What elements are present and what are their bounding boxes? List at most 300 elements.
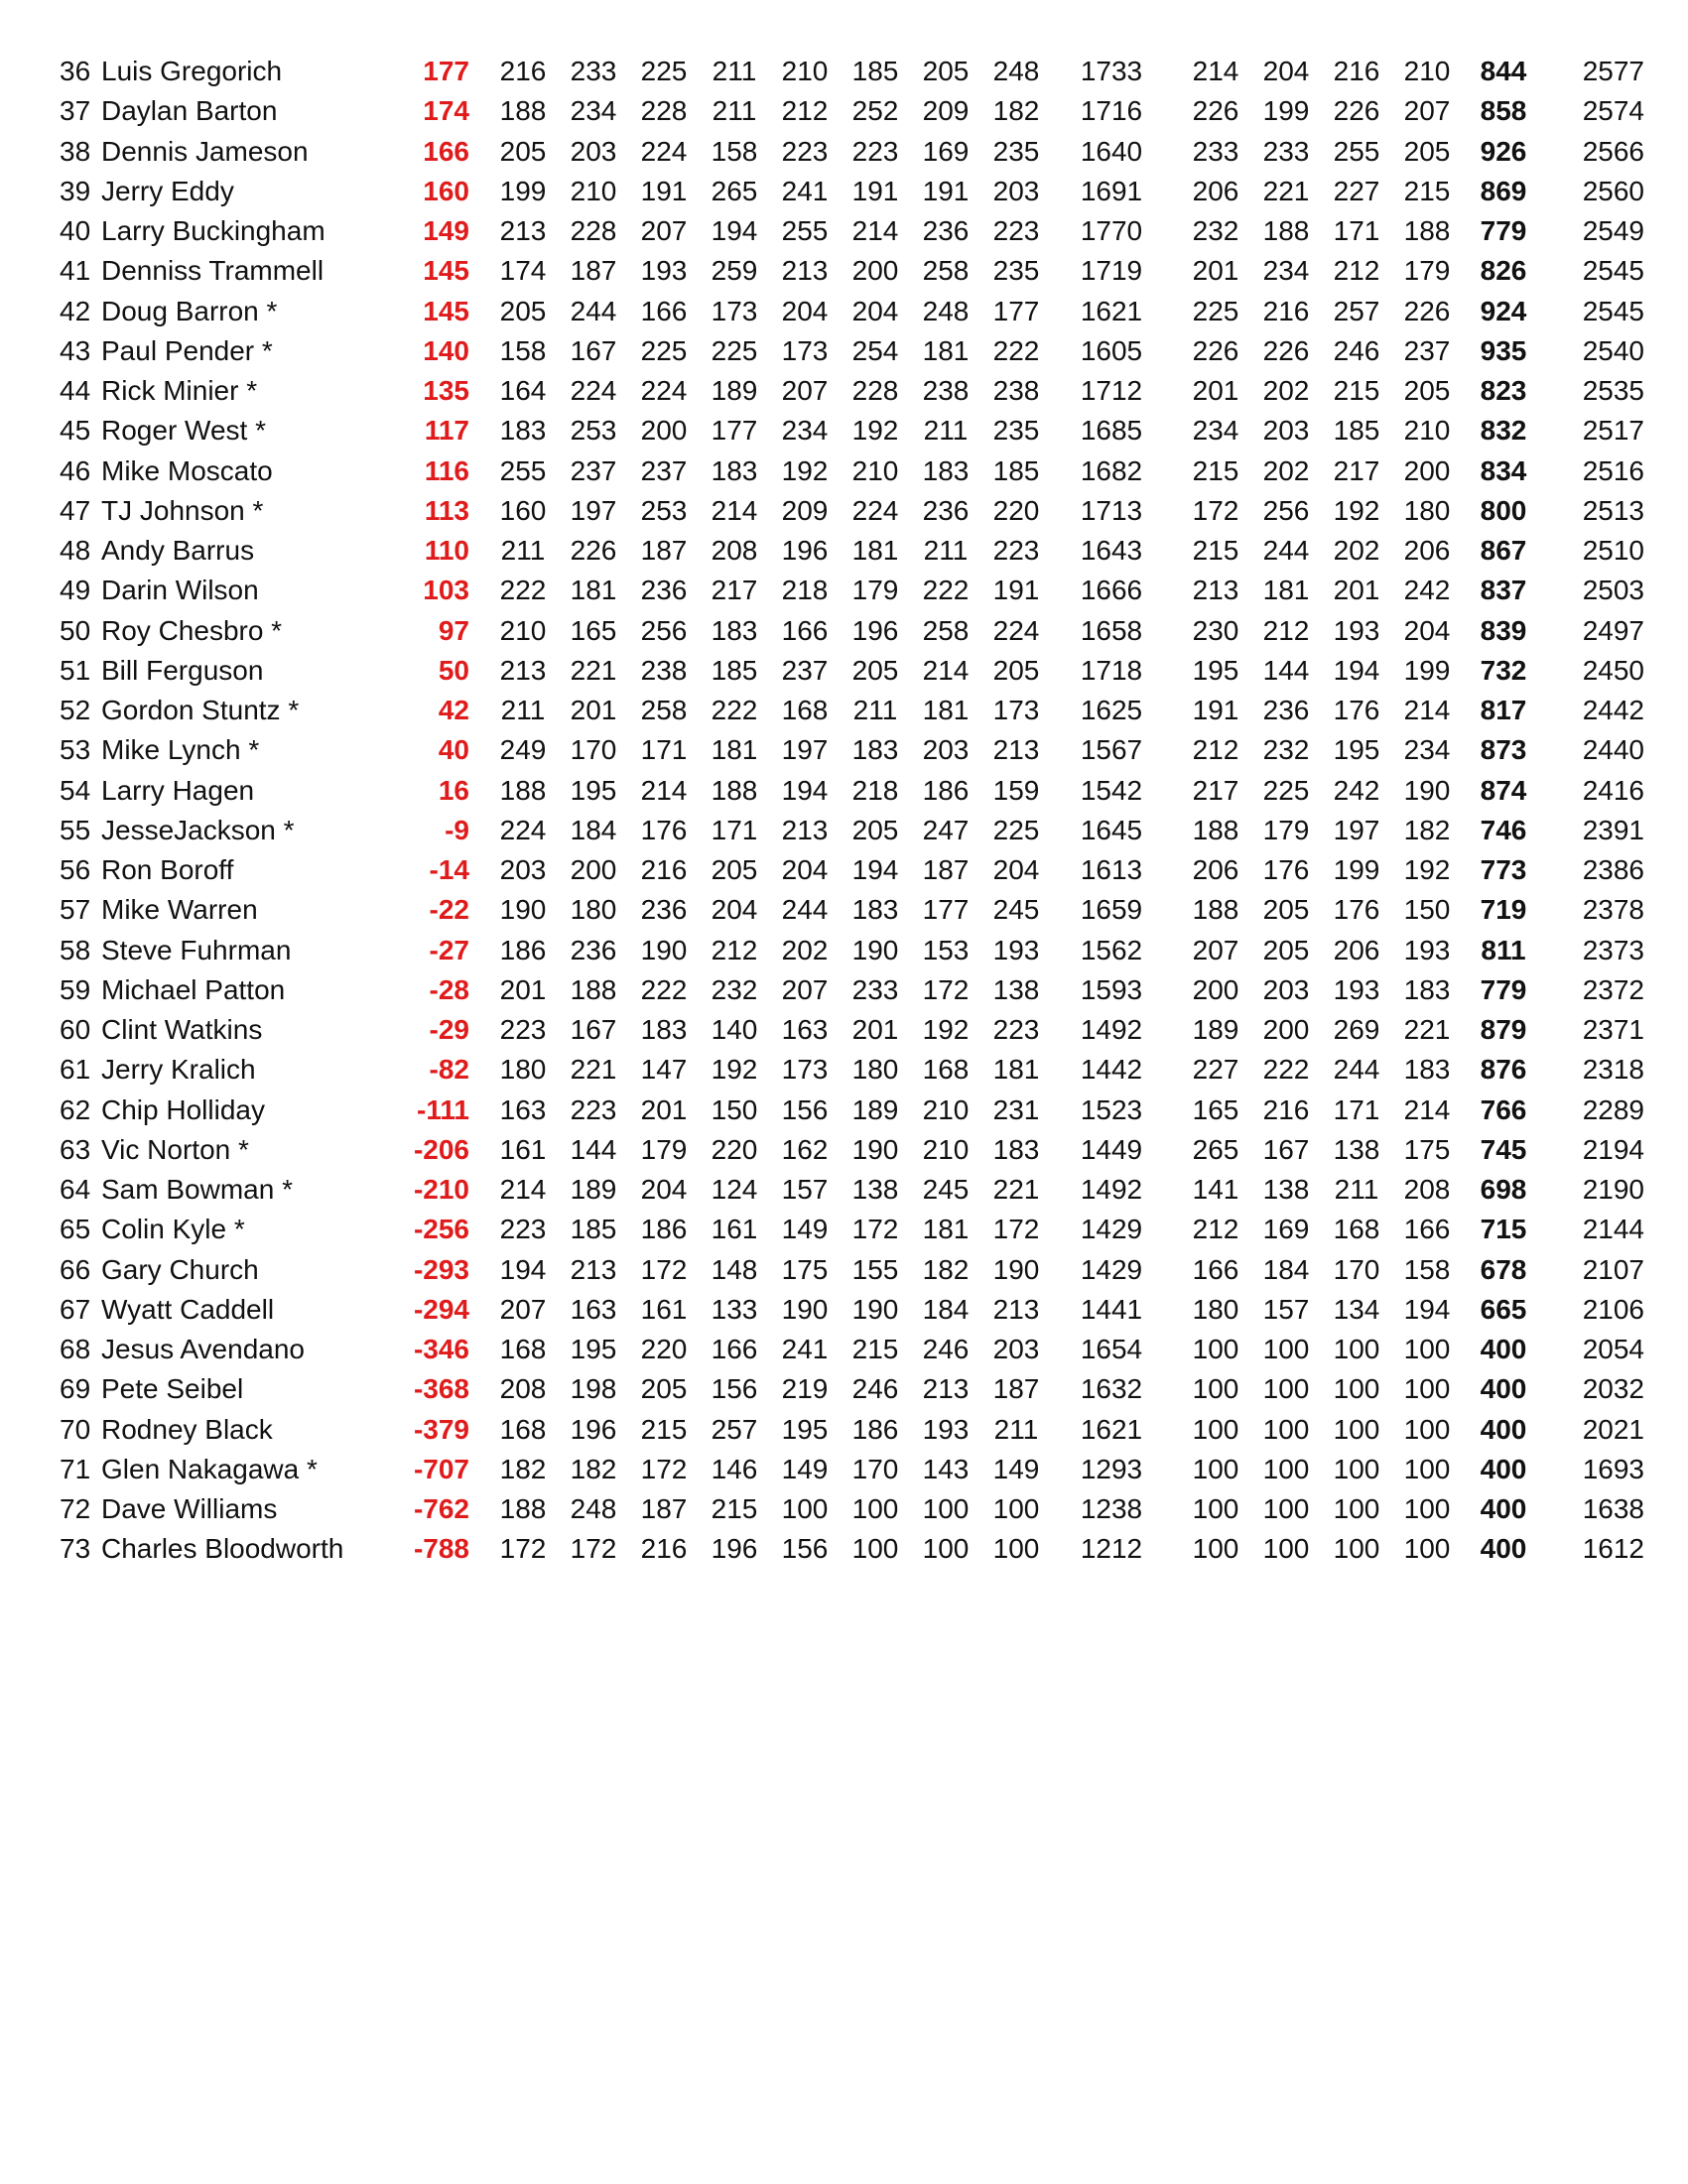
game-6-score: 204 [851,295,899,326]
game-5-score: 168 [781,695,829,725]
pins-over-average: -206 [413,1133,469,1165]
game-10-score: 100 [1262,1533,1310,1565]
game-10-score: 184 [1262,1253,1310,1285]
game-8-score: 173 [992,695,1040,725]
block-1-total: 1429 [1080,1214,1143,1245]
game-4-score: 259 [711,255,758,287]
game-4-score: 192 [711,1054,758,1086]
bowler-name: Gary Church [101,1253,259,1285]
block-1-total: 1293 [1080,1453,1143,1484]
block-2-total: 879 [1480,1014,1527,1045]
game-5-score: 213 [781,255,829,287]
grand-total: 2545 [1582,255,1644,287]
game-4-score: 124 [711,1174,758,1205]
block-2-total: 400 [1480,1453,1527,1484]
game-2-score: 163 [570,1293,617,1325]
game-6-score: 180 [851,1054,899,1086]
game-1-score: 182 [499,1453,547,1484]
game-5-score: 196 [781,535,829,566]
grand-total: 2497 [1582,614,1644,646]
block-2-total: 839 [1480,614,1527,646]
game-8-score: 191 [992,575,1040,606]
game-1-score: 158 [499,334,547,366]
block-1-total: 1682 [1080,454,1143,486]
pins-over-average: 140 [423,334,469,366]
game-1-score: 207 [499,1293,547,1325]
game-5-score: 218 [781,575,829,606]
block-1-total: 1492 [1080,1174,1143,1205]
game-1-score: 161 [499,1133,547,1165]
bowler-name: Steve Fuhrman [101,934,292,965]
game-12-score: 175 [1403,1133,1451,1165]
game-11-score: 170 [1333,1253,1380,1285]
game-3-score: 147 [640,1054,688,1086]
table-row [0,811,1688,850]
game-6-score: 228 [851,375,899,406]
grand-total: 2535 [1582,375,1644,406]
table-row [0,251,1688,291]
table-row [0,970,1688,1010]
block-1-total: 1542 [1080,774,1143,806]
bowler-name: Doug Barron * [101,295,278,326]
game-12-score: 214 [1403,695,1451,725]
block-1-total: 1625 [1080,695,1143,725]
game-2-score: 198 [570,1373,617,1405]
rank-number: 37 [60,95,91,127]
game-5-score: 156 [781,1093,829,1125]
rank-number: 64 [60,1174,91,1205]
game-5-score: 156 [781,1533,829,1565]
game-9-score: 265 [1192,1133,1239,1165]
game-2-score: 187 [570,255,617,287]
rank-number: 69 [60,1373,91,1405]
game-3-score: 171 [640,734,688,766]
game-9-score: 207 [1192,934,1239,965]
block-2-total: 719 [1480,894,1527,926]
grand-total: 2440 [1582,734,1644,766]
game-1-score: 223 [499,1014,547,1045]
game-9-score: 214 [1192,56,1239,86]
game-11-score: 176 [1333,894,1380,926]
game-4-score: 215 [711,1493,758,1524]
game-3-score: 228 [640,95,688,127]
grand-total: 2194 [1582,1133,1644,1165]
block-1-total: 1716 [1080,95,1143,127]
game-3-score: 186 [640,1214,688,1245]
game-7-score: 245 [922,1174,970,1205]
game-11-score: 193 [1333,614,1380,646]
game-6-score: 172 [851,1214,899,1245]
game-12-score: 100 [1403,1453,1451,1484]
game-3-score: 183 [640,1014,688,1045]
grand-total: 2054 [1582,1334,1644,1364]
pins-over-average: 113 [424,494,469,526]
rank-number: 44 [60,375,91,406]
game-12-score: 182 [1403,814,1451,845]
block-2-total: 876 [1480,1054,1527,1086]
game-8-score: 224 [992,614,1040,646]
game-7-score: 222 [922,575,970,606]
game-9-score: 201 [1192,375,1239,406]
grand-total: 2318 [1582,1054,1644,1086]
game-8-score: 203 [992,1334,1040,1364]
game-1-score: 174 [499,255,547,287]
game-5-score: 149 [781,1214,829,1245]
bowler-name: Paul Pender * [101,334,273,366]
game-10-score: 199 [1262,95,1310,127]
game-11-score: 100 [1333,1334,1380,1364]
table-row [0,771,1688,811]
game-9-score: 165 [1192,1093,1239,1125]
pins-over-average: -28 [429,973,469,1005]
game-10-score: 232 [1262,734,1310,766]
game-7-score: 210 [922,1133,970,1165]
block-2-total: 935 [1480,334,1527,366]
game-2-score: 167 [570,334,617,366]
game-7-score: 211 [923,415,969,447]
game-10-score: 169 [1262,1214,1310,1245]
game-3-score: 190 [640,934,688,965]
block-2-total: 698 [1480,1174,1527,1205]
game-6-score: 246 [851,1373,899,1405]
bowler-name: Pete Seibel [101,1373,244,1405]
game-8-score: 159 [992,774,1040,806]
game-11-score: 257 [1333,295,1380,326]
game-9-score: 172 [1192,494,1239,526]
game-3-score: 172 [640,1253,688,1285]
game-4-score: 204 [711,894,758,926]
game-7-score: 181 [922,695,970,725]
game-3-score: 253 [640,494,688,526]
game-4-score: 158 [711,135,758,167]
table-row [0,1369,1688,1409]
game-2-score: 210 [570,175,617,206]
game-11-score: 246 [1333,334,1380,366]
grand-total: 2513 [1582,494,1644,526]
rank-number: 41 [60,255,91,287]
game-2-score: 237 [570,454,617,486]
game-6-score: 224 [851,494,899,526]
block-1-total: 1621 [1080,1413,1143,1445]
grand-total: 2503 [1582,575,1644,606]
grand-total: 2107 [1582,1253,1644,1285]
game-11-score: 193 [1333,973,1380,1005]
game-6-score: 196 [851,614,899,646]
rank-number: 45 [60,415,91,447]
pins-over-average: 16 [438,774,469,806]
game-10-score: 100 [1262,1373,1310,1405]
bowler-name: Michael Patton [101,973,286,1005]
game-2-score: 201 [570,695,617,725]
game-11-score: 138 [1333,1133,1380,1165]
grand-total: 2190 [1582,1174,1644,1205]
game-1-score: 186 [499,934,547,965]
game-9-score: 189 [1192,1014,1239,1045]
rank-number: 65 [60,1214,91,1245]
grand-total: 2106 [1582,1293,1644,1325]
bowler-name: Mike Warren [101,894,258,926]
pins-over-average: -111 [417,1093,469,1125]
table-row [0,491,1688,531]
game-2-score: 184 [570,814,617,845]
game-7-score: 183 [922,454,970,486]
rank-number: 60 [60,1014,91,1045]
table-row [0,1529,1688,1569]
game-1-score: 180 [499,1054,547,1086]
game-9-score: 215 [1192,454,1239,486]
game-4-score: 177 [711,415,758,447]
game-6-score: 155 [851,1253,899,1285]
game-2-score: 165 [570,614,617,646]
game-12-score: 199 [1403,654,1451,686]
game-6-score: 190 [851,1133,899,1165]
block-1-total: 1212 [1080,1533,1143,1565]
game-5-score: 163 [781,1014,829,1045]
game-4-score: 133 [711,1293,758,1325]
game-2-score: 144 [570,1133,617,1165]
game-3-score: 222 [640,973,688,1005]
game-10-score: 221 [1262,175,1310,206]
pins-over-average: 110 [424,535,469,566]
game-2-score: 226 [570,535,617,566]
game-2-score: 182 [570,1453,617,1484]
game-10-score: 216 [1262,295,1310,326]
block-2-total: 766 [1480,1093,1527,1125]
game-8-score: 190 [992,1253,1040,1285]
game-3-score: 216 [640,854,688,885]
block-1-total: 1712 [1080,375,1143,406]
game-9-score: 100 [1192,1413,1239,1445]
game-3-score: 236 [640,575,688,606]
game-9-score: 195 [1192,654,1239,686]
block-1-total: 1658 [1080,614,1143,646]
game-9-score: 230 [1192,614,1239,646]
block-2-total: 873 [1480,734,1527,766]
block-2-total: 924 [1480,295,1527,326]
game-6-score: 192 [851,415,899,447]
rank-number: 55 [60,814,91,845]
game-11-score: 100 [1333,1413,1380,1445]
grand-total: 2516 [1582,454,1644,486]
grand-total: 2450 [1582,654,1644,686]
game-7-score: 213 [922,1373,970,1405]
pins-over-average: -707 [413,1453,469,1484]
standings-table [0,52,1688,1570]
game-7-score: 191 [922,175,970,206]
table-row [0,890,1688,930]
pins-over-average: -27 [429,934,469,965]
game-5-score: 223 [781,135,829,167]
grand-total: 2372 [1582,973,1644,1005]
table-row [0,1210,1688,1249]
game-12-score: 204 [1403,614,1451,646]
table-row [0,531,1688,571]
pins-over-average: 135 [423,375,469,406]
game-7-score: 172 [922,973,970,1005]
game-12-score: 180 [1403,494,1451,526]
game-9-score: 188 [1192,894,1239,926]
block-2-total: 745 [1480,1133,1527,1165]
game-5-score: 149 [781,1453,829,1484]
game-12-score: 188 [1403,215,1451,246]
game-11-score: 185 [1333,415,1380,447]
game-11-score: 197 [1333,814,1380,845]
rank-number: 72 [60,1493,91,1524]
bowler-name: TJ Johnson * [101,494,264,526]
game-2-score: 172 [570,1533,617,1565]
game-10-score: 200 [1262,1014,1310,1045]
game-1-score: 224 [499,814,547,845]
game-6-score: 252 [851,95,899,127]
table-row [0,1250,1688,1290]
game-11-score: 100 [1333,1493,1380,1524]
game-4-score: 196 [711,1533,758,1565]
grand-total: 2373 [1582,934,1644,965]
table-row [0,172,1688,211]
game-6-score: 205 [851,814,899,845]
game-9-score: 217 [1192,774,1239,806]
pins-over-average: 40 [438,734,469,766]
game-3-score: 220 [640,1334,688,1364]
game-6-score: 186 [851,1413,899,1445]
block-1-total: 1567 [1080,734,1143,766]
game-12-score: 194 [1403,1293,1451,1325]
game-11-score: 195 [1333,734,1380,766]
block-2-total: 715 [1480,1214,1527,1245]
game-2-score: 213 [570,1253,617,1285]
block-2-total: 732 [1480,654,1527,686]
game-7-score: 153 [922,934,970,965]
table-row [0,211,1688,251]
game-3-score: 201 [640,1093,688,1125]
block-2-total: 844 [1480,56,1527,86]
game-8-score: 223 [992,1014,1040,1045]
game-12-score: 205 [1403,135,1451,167]
rank-number: 57 [60,894,91,926]
bowler-name: Glen Nakagawa * [101,1453,318,1484]
game-8-score: 223 [992,535,1040,566]
pins-over-average: 166 [423,135,469,167]
game-6-score: 190 [851,934,899,965]
game-8-score: 245 [992,894,1040,926]
pins-over-average: -379 [413,1413,469,1445]
block-1-total: 1718 [1080,654,1143,686]
game-6-score: 194 [851,854,899,885]
block-2-total: 826 [1480,255,1527,287]
game-12-score: 193 [1403,934,1451,965]
game-7-score: 203 [922,734,970,766]
grand-total: 1612 [1582,1533,1644,1565]
game-4-score: 188 [711,774,758,806]
game-12-score: 100 [1403,1373,1451,1405]
game-1-score: 201 [499,973,547,1005]
game-11-score: 211 [1334,1174,1379,1205]
pins-over-average: 149 [423,215,469,246]
game-10-score: 100 [1262,1493,1310,1524]
block-2-total: 400 [1480,1493,1527,1524]
game-7-score: 168 [922,1054,970,1086]
game-3-score: 258 [640,695,688,725]
game-8-score: 182 [992,95,1040,127]
game-10-score: 244 [1262,535,1310,566]
game-6-score: 100 [851,1533,899,1565]
game-6-score: 223 [851,135,899,167]
game-8-score: 222 [992,334,1040,366]
rank-number: 54 [60,774,91,806]
game-8-score: 204 [992,854,1040,885]
game-3-score: 172 [640,1453,688,1484]
game-8-score: 187 [992,1373,1040,1405]
table-row [0,571,1688,610]
game-10-score: 203 [1262,415,1310,447]
game-11-score: 215 [1333,375,1380,406]
table-row [0,1330,1688,1369]
game-11-score: 100 [1333,1533,1380,1565]
game-4-score: 150 [711,1093,758,1125]
rank-number: 70 [60,1413,91,1445]
pins-over-average: 145 [423,295,469,326]
game-1-score: 255 [499,454,547,486]
game-11-score: 134 [1333,1293,1380,1325]
block-1-total: 1713 [1080,494,1143,526]
game-5-score: 197 [781,734,829,766]
table-row [0,331,1688,371]
game-2-score: 236 [570,934,617,965]
pins-over-average: 97 [438,614,469,646]
block-1-total: 1441 [1080,1293,1143,1325]
game-7-score: 100 [922,1493,970,1524]
bowler-name: Colin Kyle * [101,1214,245,1245]
game-2-score: 233 [570,56,617,86]
game-10-score: 222 [1262,1054,1310,1086]
pins-over-average: -346 [413,1334,469,1364]
table-row [0,1450,1688,1489]
game-10-score: 204 [1262,56,1310,86]
game-7-score: 246 [922,1334,970,1364]
table-row [0,1410,1688,1450]
block-1-total: 1562 [1080,934,1143,965]
game-3-score: 179 [640,1133,688,1165]
game-3-score: 215 [640,1413,688,1445]
game-11-score: 100 [1333,1453,1380,1484]
game-3-score: 225 [640,334,688,366]
grand-total: 2391 [1582,814,1644,845]
table-row [0,52,1688,91]
block-1-total: 1593 [1080,973,1143,1005]
grand-total: 2416 [1582,774,1644,806]
bowler-name: Jerry Kralich [101,1054,256,1086]
game-5-score: 204 [781,854,829,885]
game-5-score: 202 [781,934,829,965]
game-10-score: 100 [1262,1453,1310,1484]
rank-number: 62 [60,1093,91,1125]
grand-total: 2371 [1582,1014,1644,1045]
table-row [0,651,1688,691]
game-7-score: 247 [922,814,970,845]
game-3-score: 238 [640,654,688,686]
game-6-score: 210 [851,454,899,486]
game-2-score: 181 [570,575,617,606]
game-12-score: 100 [1403,1533,1451,1565]
game-7-score: 209 [922,95,970,127]
game-1-score: 199 [499,175,547,206]
block-2-total: 834 [1480,454,1527,486]
game-3-score: 237 [640,454,688,486]
game-4-score: 189 [711,375,758,406]
game-7-score: 210 [922,1093,970,1125]
game-9-score: 234 [1192,415,1239,447]
game-8-score: 223 [992,215,1040,246]
